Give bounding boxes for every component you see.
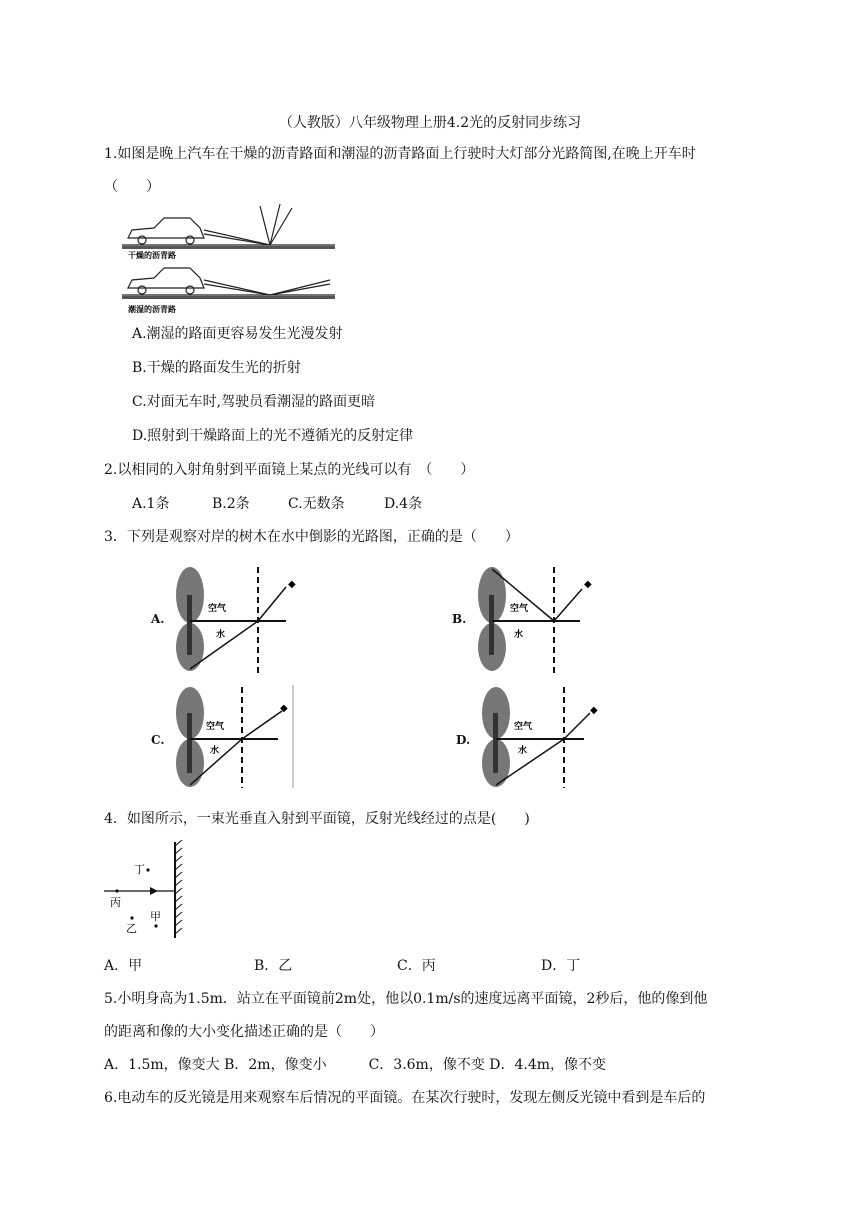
q2-stem: 2.以相同的入射角射到平面镜上某点的光线可以有 （ ） [104, 462, 475, 478]
q2-option-a: A.1条 [132, 496, 170, 512]
q4-point-jia: 甲 [150, 910, 161, 923]
eye-icon: ◆ [590, 705, 598, 716]
q3-label-d: D. [456, 733, 471, 747]
q3-figure-a [168, 565, 308, 675]
q6-stem-line1: 6.电动车的反光镜是用来观察车后情况的平面镜。在某次行驶时，发现左侧反光镜中看到是车后的 [104, 1090, 706, 1106]
q3-b-air: 空气 [510, 604, 529, 614]
q3-label-a: A. [151, 612, 165, 626]
q4-point-ding: 丁 [134, 863, 145, 876]
q4-point-yi: 乙 [126, 922, 137, 935]
q2-option-c: C.无数条 [288, 496, 345, 512]
q1-stem-line1: 1.如图是晚上汽车在干燥的沥青路面和潮湿的沥青路面上行驶时大灯部分光路简图,在晚上开车时 [104, 146, 696, 162]
q3-label-b: B. [452, 612, 467, 626]
q3-a-air: 空气 [208, 604, 227, 614]
eye-icon: ◆ [288, 579, 296, 590]
q2-option-b: B.2条 [212, 496, 250, 512]
q3-label-c: C. [151, 733, 165, 747]
q4-option-c: C．丙 [397, 958, 436, 974]
q3-d-water: 水 [518, 746, 528, 756]
q1-fig-label-dry: 干燥的沥青路 [128, 251, 176, 260]
q5-stem-line1: 5.小明身高为1.5m．站立在平面镜前2m处，他以0.1m/s的速度远离平面镜，2秒后，他的像到他 [104, 991, 708, 1007]
q1-option-b: B.干燥的路面发生光的折射 [132, 360, 301, 376]
q4-option-a: A．甲 [104, 958, 143, 974]
q5-stem-line2: 的距离和像的大小变化描述正确的是（ ） [104, 1024, 384, 1040]
q1-stem-line2: （ ） [104, 179, 160, 195]
q5-options: A．1.5m，像变大 B．2m，像变小 C．3.6m，像不变 D．4.4m，像不变 [104, 1057, 607, 1073]
q3-d-air: 空气 [514, 722, 533, 732]
q1-option-a: A.潮湿的路面更容易发生光漫发射 [132, 326, 343, 342]
q3-figure-c [168, 685, 298, 790]
q3-c-air: 空气 [206, 722, 225, 732]
q4-stem: 4．如图所示，一束光垂直入射到平面镜，反射光线经过的点是( ) [104, 811, 530, 827]
q1-fig-label-wet: 潮湿的沥青路 [128, 305, 176, 314]
q1-option-d: D.照射到干燥路面上的光不遵循光的反射定律 [132, 428, 414, 444]
q1-option-c: C.对面无车时,驾驶员看潮湿的路面更暗 [132, 394, 376, 410]
q3-c-water: 水 [210, 746, 220, 756]
q1-figure [120, 200, 340, 320]
q2-option-d: D.4条 [384, 496, 423, 512]
eye-icon: ◆ [584, 579, 592, 590]
q3-figure-b [470, 565, 610, 675]
q3-stem: 3．下列是观察对岸的树木在水中倒影的光路图，正确的是（ ） [104, 529, 519, 545]
q4-point-bing: 丙 [110, 896, 121, 909]
q3-a-water: 水 [216, 630, 226, 640]
page-title: （人教版）八年级物理上册4.2光的反射同步练习 [278, 115, 582, 131]
q4-figure [100, 840, 190, 940]
q3-b-water: 水 [514, 630, 524, 640]
eye-icon: ◆ [280, 703, 288, 714]
q4-option-b: B．乙 [254, 958, 293, 974]
q4-option-d: D．丁 [541, 958, 581, 974]
q3-figure-d [474, 685, 614, 790]
